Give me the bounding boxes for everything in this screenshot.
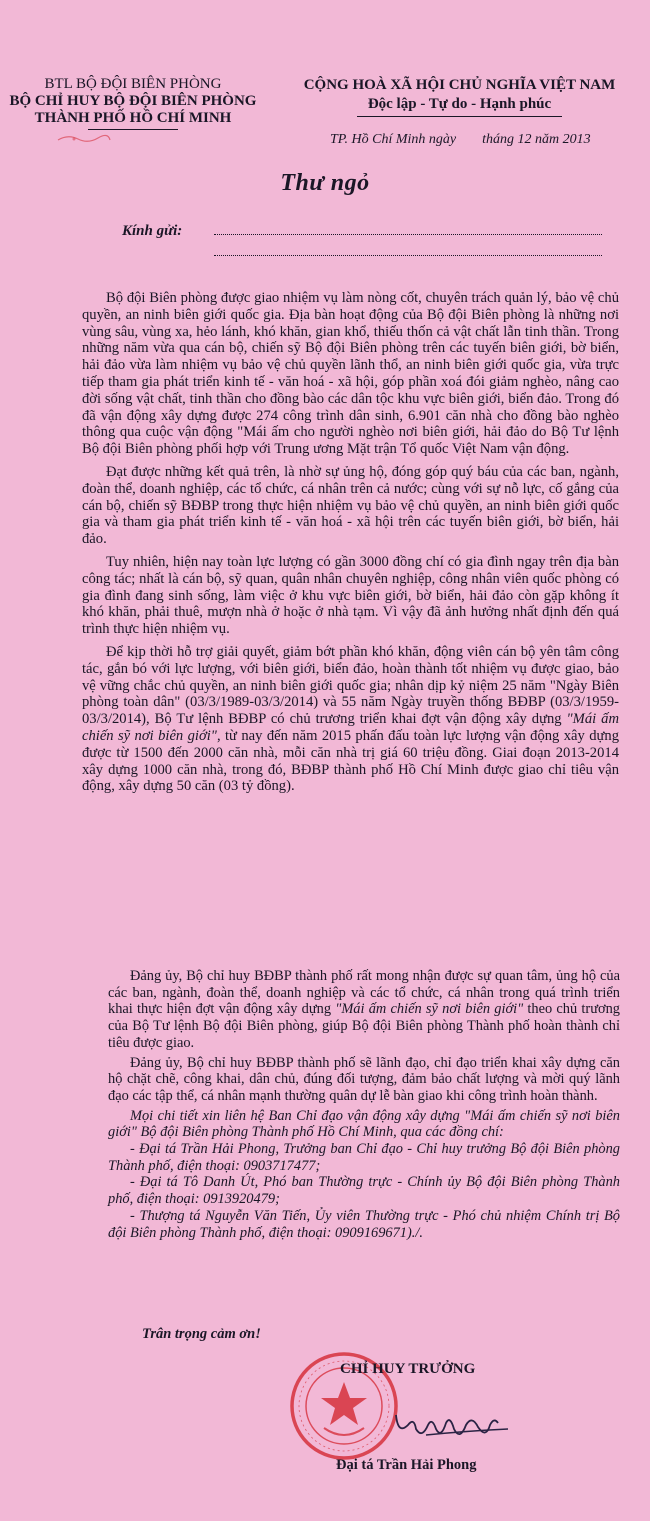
- campaign-name-2: "Mái ấm chiến sỹ nơi biên giới": [335, 1001, 524, 1018]
- contact-item-1: - Đại tá Trần Hải Phong, Trưởng ban Chỉ đạo - Chỉ huy trưởng Bộ đội Biên phòng Thành phố, điện thoại: 0903717477;: [108, 1141, 620, 1174]
- signatory-title: CHỈ HUY TRƯỞNG: [340, 1361, 476, 1377]
- issuing-authority: [8, 76, 258, 130]
- campaign-name: "Mái ấm chiến sỹ nơi biên giới": [82, 711, 619, 744]
- body-paragraph-4: [82, 644, 619, 795]
- small-red-stamp-icon: [54, 130, 114, 146]
- body-paragraph-3: Tuy nhiên, hiện nay toàn lực lượng có gần 3000 đồng chí có gia đình ngay trên địa bàn công tác; nhất là cán bộ, sỹ quan, quân nhân chuyên nghiệp, công nhân viên quốc phòng có gia đình đang sinh sống, làm việc ở khu vực biên giới, bờ biển, hải đảo còn gặp không ít khó khăn, phải thuê, mượn nhà ở hoặc ở nhà tạm. Vì vậy đã ảnh hưởng nhất định đến quá trình thực hiện nhiệm vụ.: [82, 553, 619, 638]
- body-paragraph-1: Bộ đội Biên phòng được giao nhiệm vụ làm nòng cốt, chuyên trách quản lý, bảo vệ chủ quyền, an ninh biên giới quốc gia. Địa bàn hoạt động của Bộ đội Biên phòng là những nơi vùng sâu, vùng xa, hẻo lánh, khó khăn, gian khổ, thiếu thốn cả vật chất lẫn tinh thần. Trong những năm vừa qua cán bộ, chiến sỹ Bộ đội Biên phòng trên các tuyến biên giới, bờ biển, hải đảo vừa làm nhiệm vụ bảo vệ chủ quyền lãnh thổ, an ninh biên giới quốc gia, vừa trực tiếp tham gia phát triển kinh tế - văn hoá - xã hội, góp phần xoá đói giảm nghèo, nâng cao đời sống vật chất, tinh thần cho đồng bào các dân tộc khu vực biên giới, biển đảo. Trong đó đã vận động xây dựng được 274 công trình dân sinh, 6.901 căn nhà cho đồng bào nghèo thông qua cuộc vận động "Mái ấm cho người nghèo nơi biên giới, hải đảo do Bộ Tư lệnh Bộ đội Biên phòng phối hợp với Trung ương Mặt trận Tổ quốc Việt Nam vận động.: [82, 290, 619, 458]
- date-month-year: tháng 12 năm 2013: [482, 132, 591, 147]
- contact-item-2: - Đại tá Tô Danh Út, Phó ban Thường trực - Chính ủy Bộ đội Biên phòng Thành phố, điện thoại: 0913920479;: [108, 1174, 620, 1208]
- para4-text-b: , từ nay đến năm 2015 phấn đấu toàn lực lượng vận động xây dựng được từ 1500 đến 2000 căn nhà, mỗi căn nhà trị giá 60 triệu đồng. Giai đoạn 2013-2014 xây dựng 1000 căn nhà, trong đó, BĐBP thành phố Hồ Chí Minh được giao chỉ tiêu vận động, xây dựng 50 căn (03 tỷ đồng).: [82, 727, 619, 795]
- dateline: [330, 132, 630, 148]
- para5-text-a: Đảng ủy, Bộ chỉ huy BĐBP thành phố rất mong nhận được sự quan tâm, ủng hộ của các ban, ngành, đoàn thể, doanh nghiệp và các tổ chức, cá nhân trong quá trình triển khai thực hiện đợt vận động xây dựng: [108, 968, 620, 1018]
- salutation: Kính gửi:: [122, 223, 183, 239]
- signatory-name: Đại tá Trần Hải Phong: [336, 1457, 477, 1473]
- nation-name: CỘNG HOÀ XÃ HỘI CHỦ NGHĨA VIỆT NAM: [303, 77, 616, 93]
- body-paragraph-5: [108, 968, 620, 1052]
- contact-list: [108, 1108, 620, 1242]
- recipient-dotted-line-2: [214, 255, 602, 256]
- recipient-dotted-line-1: [214, 234, 602, 235]
- national-motto: Độc lập - Tự do - Hạnh phúc: [367, 96, 552, 112]
- body-paragraph-2: Đạt được những kết quả trên, là nhờ sự ủng hộ, đóng góp quý báu của các ban, ngành, đoàn thể, doanh nghiệp, các tổ chức, cá nhân trên cả nước; cùng với sự nỗ lực, cố gắng của cán bộ, chiến sỹ BĐBP trong thực hiện nhiệm vụ bảo vệ chủ quyền, an ninh biên giới quốc gia và tham gia phát triển kinh tế - văn hoá - xã hội trên các tuyến biên giới, bờ biển, hải đảo.: [82, 463, 619, 548]
- contact-intro: Mọi chi tiết xin liên hệ Ban Chỉ đạo vận động xây dựng "Mái ấm chiến sỹ nơi biên giới" Bộ đội Biên phòng Thành phố Hồ Chí Minh, qua các đồng chí:: [108, 1107, 620, 1141]
- motto-underline: [357, 116, 562, 117]
- national-heading: [282, 76, 637, 117]
- authority-line-2: BỘ CHỈ HUY BỘ ĐỘI BIÊN PHÒNG: [9, 93, 257, 109]
- authority-line-1: BTL BỘ ĐỘI BIÊN PHÒNG: [44, 76, 222, 92]
- para5-text-b: theo chủ trương của Bộ Tư lệnh Bộ đội Biên phòng, giúp Bộ đội Biên phòng Thành phố hoàn thành chỉ tiêu được giao.: [108, 1001, 620, 1051]
- letter-body: [82, 290, 619, 801]
- contact-item-3: - Thượng tá Nguyễn Văn Tiến, Ủy viên Thường trực - Phó chủ nhiệm Chính trị Bộ đội Biên phòng Thành phố, điện thoại: 0909169671)./.: [108, 1207, 620, 1241]
- letter-body-continued: [108, 968, 620, 1241]
- date-place: TP. Hồ Chí Minh ngày: [330, 132, 457, 147]
- authority-underline: [88, 129, 178, 130]
- handwritten-signature-icon: [386, 1395, 516, 1450]
- closing-thanks: Trân trọng cảm ơn!: [142, 1326, 261, 1342]
- para4-text-a: Để kịp thời hỗ trợ giải quyết, giảm bớt phần khó khăn, động viên cán bộ yên tâm công tác, gắn bó với lực lượng, với biên giới, biển đảo, hoàn thành tốt nhiệm vụ được giao, bảo vệ vững chắc chủ quyền, an ninh biên giới quốc gia; nhân dịp kỷ niệm 25 năm "Ngày Biên phòng toàn dân" (03/3/1989-03/3/2014) và 55 năm Ngày truyền thống BĐBP (03/3/1959-03/3/2014), Bộ Tư lệnh BĐBP có chủ trương triển khai đợt vận động xây dựng: [82, 643, 619, 728]
- body-paragraph-6: Đảng ủy, Bộ chỉ huy BĐBP thành phố sẽ lãnh đạo, chỉ đạo triển khai xây dựng căn hộ chặt chẽ, công khai, dân chủ, đúng đối tượng, đảm bảo chất lượng và mời quý lãnh đạo các tập thể, cá nhân mạnh thường quân dự lễ bàn giao khi công trình hoàn thành.: [108, 1054, 620, 1104]
- authority-line-3: THÀNH PHỐ HỒ CHÍ MINH: [34, 110, 232, 126]
- letter-title: Thư ngỏ: [280, 170, 370, 196]
